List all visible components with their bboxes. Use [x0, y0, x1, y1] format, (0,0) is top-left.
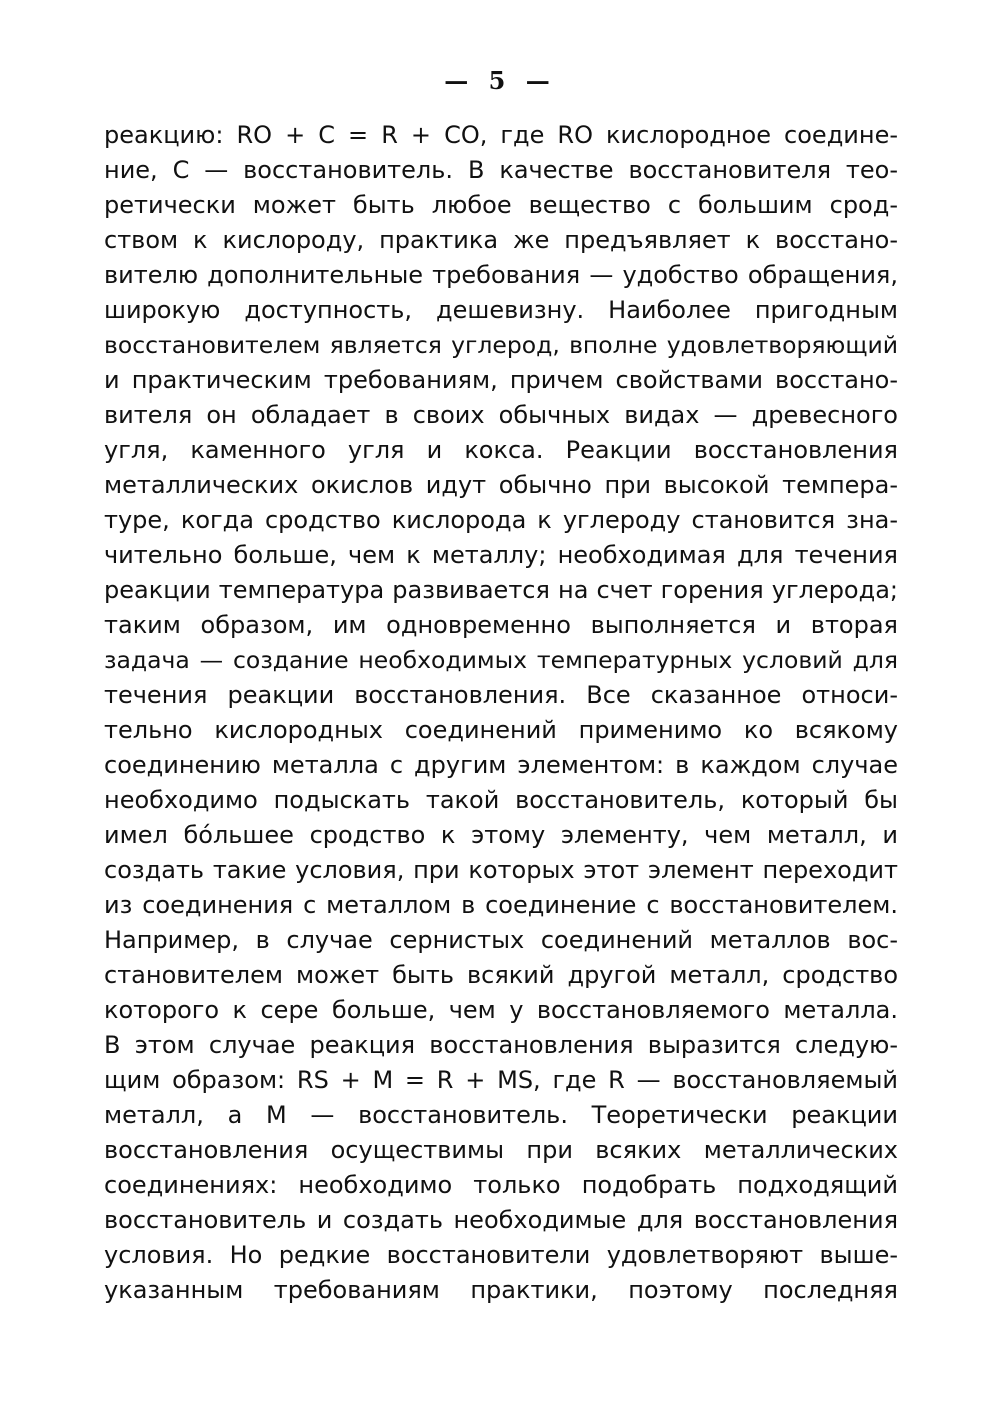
body-text	[104, 118, 898, 1308]
text-line: восстановителем является углерод, вполне удовлетворяющий	[104, 331, 898, 359]
text-line: В этом случае реакция восстановления выразится следую-	[104, 1031, 898, 1059]
text-line: вителя он обладает в своих обычных видах — древесного	[104, 401, 898, 429]
text-line: чительно больше, чем к металлу; необходимая для течения	[104, 541, 898, 569]
text-line: течения реакции восстановления. Все сказанное относи-	[104, 681, 898, 709]
text-line: металл, а M — восстановитель. Теоретически реакции	[104, 1101, 898, 1129]
text-line: необходимо подыскать такой восстановитель, который бы	[104, 786, 898, 814]
text-line: ством к кислороду, практика же предъявляет к восстано-	[104, 226, 898, 254]
text-line: таким образом, им одновременно выполняется и вторая	[104, 611, 898, 639]
text-line: задача — создание необходимых температурных условий для	[104, 646, 898, 674]
text-line: создать такие условия, при которых этот элемент переходит	[104, 856, 898, 884]
text-line: становителем может быть всякий другой металл, сродство	[104, 961, 898, 989]
text-line: условия. Но редкие восстановители удовлетворяют выше-	[104, 1241, 898, 1269]
text-line: ретически может быть любое вещество с большим срод-	[104, 191, 898, 219]
text-line: соединению металла с другим элементом: в каждом случае	[104, 751, 898, 779]
text-line: реакции температура развивается на счет горения углерода;	[104, 576, 898, 604]
text-line: и практическим требованиям, причем свойствами восстано-	[104, 366, 898, 394]
text-line: туре, когда сродство кислорода к углероду становится зна-	[104, 506, 898, 534]
text-line: имел бóльшее сродство к этому элементу, чем металл, и	[104, 821, 898, 849]
text-line: указанным требованиям практики, поэтому последняя	[104, 1276, 898, 1304]
text-line: которого к сере больше, чем у восстановляемого металла.	[104, 996, 898, 1024]
text-line: вителю дополнительные требования — удобство обращения,	[104, 261, 898, 289]
text-line: реакцию: RO + C = R + CO, где RO кислородное соедине-	[104, 121, 898, 149]
text-line: тельно кислородных соединений применимо ко всякому	[104, 716, 898, 744]
text-line: Например, в случае сернистых соединений металлов вос-	[104, 926, 898, 954]
text-line: из соединения с металлом в соединение с восстановителем.	[104, 891, 898, 919]
text-line: ние, C — восстановитель. В качестве восстановителя тео-	[104, 156, 898, 184]
text-line: щим образом: RS + M = R + MS, где R — восстановляемый	[104, 1066, 898, 1094]
text-line: восстановитель и создать необходимые для восстановления	[104, 1206, 898, 1234]
text-line: восстановления осуществимы при всяких металлических	[104, 1136, 898, 1164]
text-line: широкую доступность, дешевизну. Наиболее пригодным	[104, 296, 898, 324]
text-line: угля, каменного угля и кокса. Реакции восстановления	[104, 436, 898, 464]
text-line: металлических окислов идут обычно при высокой темпера-	[104, 471, 898, 499]
text-line: соединениях: необходимо только подобрать подходящий	[104, 1171, 898, 1199]
page-number: — 5 —	[444, 66, 556, 95]
